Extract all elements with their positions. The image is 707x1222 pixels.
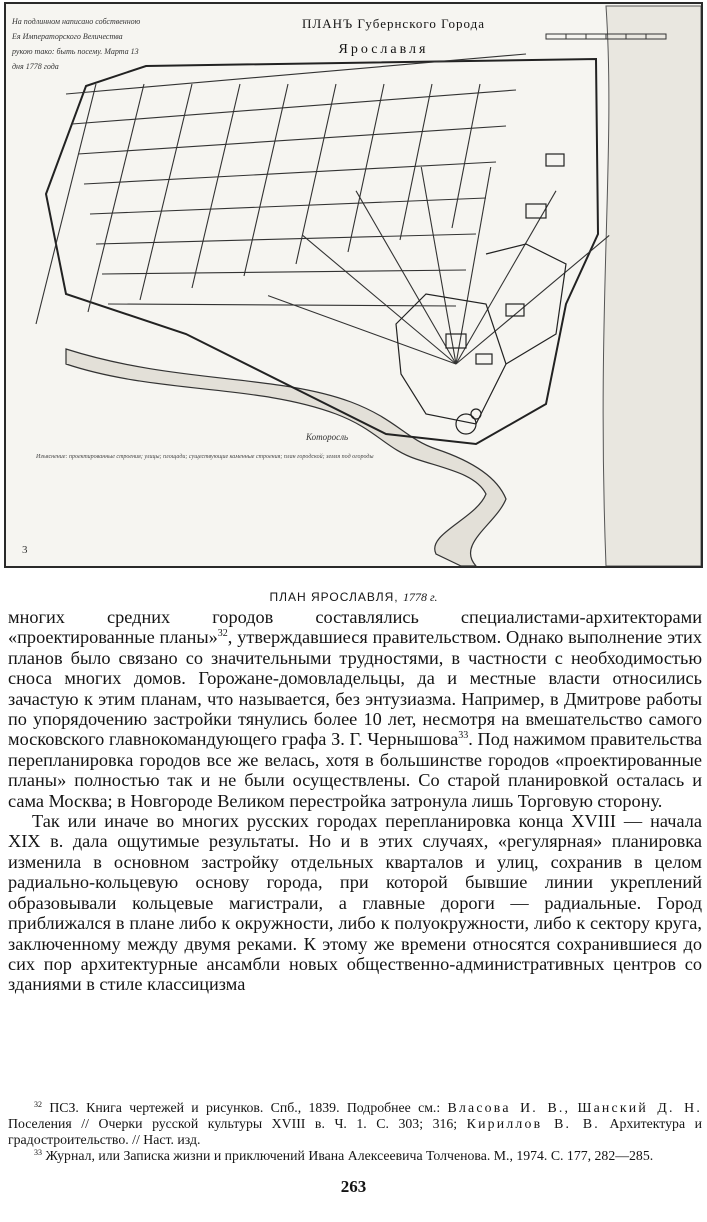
map-street xyxy=(36,84,96,324)
footnote-32-author-2: Шанский Д. Н. xyxy=(577,1100,702,1115)
map-drawing xyxy=(6,4,701,566)
map-street xyxy=(303,235,456,364)
map-corner-mark: 3 xyxy=(22,544,28,556)
map-street xyxy=(84,162,496,184)
footnote-32-author-3: Кириллов В. В. xyxy=(466,1116,600,1131)
map-street xyxy=(78,126,506,154)
map-dedication-text: На подлинном написано собственною Ея Императорского Величества рукою тако: быть посему. Марта 13 дня 1778 года xyxy=(12,17,141,71)
map-street xyxy=(456,235,609,364)
map-legend: Изъяснение: проектированные строения; улицы; площади; существующие каменные строения; план городской; земля под огороды xyxy=(36,454,374,460)
footnotes xyxy=(8,1100,702,1164)
paragraph-1 xyxy=(8,607,702,811)
footnote-33 xyxy=(8,1148,702,1164)
footnote-32-text-c: Архитектура и градостроительство. // Наст. изд. xyxy=(8,1116,703,1147)
footnote-32-number: 32 xyxy=(34,1100,42,1109)
city-plan-illustration xyxy=(4,2,703,568)
footnote-ref-32[interactable]: 32 xyxy=(217,628,228,640)
footnote-32 xyxy=(8,1100,702,1148)
footnote-32-text-a: ПСЗ. Книга чертежей и рисунков. Спб., 1839. Подробнее см.: xyxy=(49,1100,441,1115)
footnote-33-text: Журнал, или Записка жизни и приключений Ивана Алексеевича Толченова. М., 1974. С. 177, 282—285. xyxy=(45,1148,654,1163)
figure-caption xyxy=(0,590,707,605)
paragraph-1-part-a: многих средних городов составлялись специалистами-архитекторами «проектированные планы» xyxy=(8,607,702,648)
paragraph-2: Так или иначе во многих русских городах перепланировка конца XVIII — начала XIX в. дала ощутимые результаты. Но и в этих случаях, «регулярная» планировка изменила в основном застройку отдельных кварталов и улиц, сохранив в целом радиально-кольцевую основу города, при которой бывшие линии укреплений образовывали кольцевые магистрали, а главные дороги — радиальные. Город приближался в плане либо к окружности, либо к полуокружности, либо к сектору круга, заключенному между двумя реками. К этому же времени относятся сохранившиеся до сих пор архитектурные ансамбли новых общественно-административных центров со зданиями в стиле классицизма xyxy=(8,811,702,995)
footnote-33-number: 33 xyxy=(34,1148,42,1157)
paragraph-1-part-c: . Под нажимом правительства перепланировка городов все же велась, хотя в большинстве городов «проектированные планы» полностью так и не были осуществлены. Со старой планировкой осталась и сама Москва; в Новгороде Великом перестройка затронула лишь Торговую сторону. xyxy=(8,729,702,811)
map-street xyxy=(88,84,144,312)
caption-year: 1778 г. xyxy=(402,590,438,604)
map-street xyxy=(96,234,476,244)
map-title-line2: Ярославля xyxy=(338,42,429,57)
map-street xyxy=(108,304,456,306)
footnote-ref-33[interactable]: 33 xyxy=(458,730,469,742)
map-title-line1: ПЛАНЪ Губернского Города xyxy=(302,16,485,31)
map-street xyxy=(452,84,480,228)
page-number: 263 xyxy=(340,1177,367,1196)
footnote-32-text-b: Поселения // Очерки русской культуры XVIII в. Ч. 1. С. 303; 316; xyxy=(8,1116,458,1131)
paragraph-1-part-b: , утверждавшиеся правительством. Однако выполнение этих планов было связано со значительными трудностями, в частности с необходимостью сноса многих домов. Горожане-домовладельцы, да и местные власти относились зачастую к этим планам, что называется, без энтузиазма. Например, в Дмитрове работы по упорядочению застройки тянулись более 10 лет, несмотря на вмешательство самого московского главнокомандующего графа З. Г. Чернышова xyxy=(8,627,702,750)
caption-label: ПЛАН ЯРОСЛАВЛЯ, xyxy=(269,590,399,604)
map-river-label: Которосль xyxy=(306,432,349,442)
footnote-32-author-1: Власова И. В., xyxy=(447,1100,571,1115)
map-street xyxy=(400,84,432,240)
main-text xyxy=(8,607,702,995)
map-street xyxy=(296,84,336,264)
map-street xyxy=(102,270,466,274)
map-street xyxy=(244,84,288,276)
